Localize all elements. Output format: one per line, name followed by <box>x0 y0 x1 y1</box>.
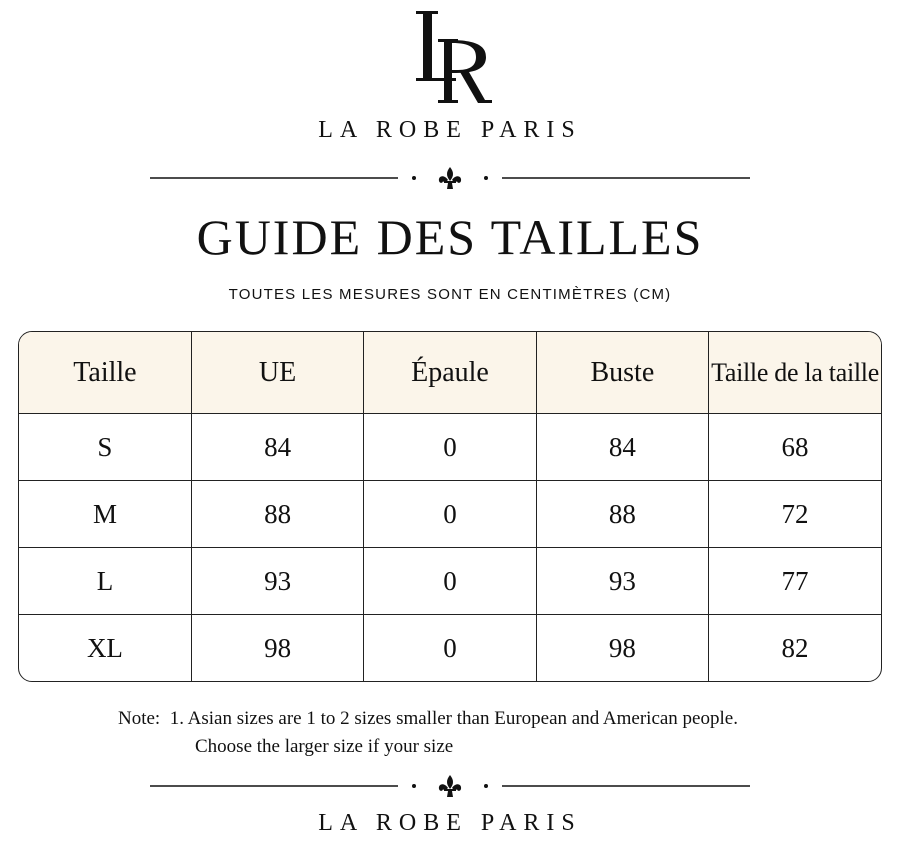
table-cell: 68 <box>709 414 881 481</box>
table-cell: 0 <box>364 481 536 548</box>
page-subtitle: TOUTES LES MESURES SONT EN CENTIMÈTRES (CM) <box>228 286 672 303</box>
table-cell: 72 <box>709 481 881 548</box>
page-title: GUIDE DES TAILLES <box>196 209 704 265</box>
size-cell: XL <box>19 615 191 681</box>
table-cell: 0 <box>364 414 536 481</box>
table-cell: 88 <box>536 481 708 548</box>
table-cell: 82 <box>781 632 809 663</box>
header-cell: Épaule <box>364 332 536 414</box>
size-chart-table <box>18 331 882 682</box>
fleur-de-lis-icon <box>439 167 461 189</box>
note-line-2: Choose the larger size if your size <box>195 736 454 757</box>
table-cell: 0 <box>364 548 536 615</box>
table-cell: 93 <box>191 548 363 615</box>
brand-name-top: LA ROBE PARIS <box>318 117 582 143</box>
brand-name-bottom: LA ROBE PARIS <box>318 810 582 836</box>
table-row <box>19 481 881 548</box>
table-header-row <box>19 332 881 414</box>
size-cell: L <box>19 548 191 615</box>
header-cell: Buste <box>536 332 708 414</box>
header-cell: Taille de la taille <box>709 332 881 414</box>
table-cell: 84 <box>536 414 708 481</box>
table-cell: 0 <box>364 615 536 681</box>
lr-monogram-logo <box>0 0 900 110</box>
size-cell: M <box>19 481 191 548</box>
table-cell: 93 <box>536 548 708 615</box>
header-cell: Taille <box>19 332 191 414</box>
header-cell: UE <box>191 332 363 414</box>
table-row <box>19 414 881 481</box>
table-row <box>19 615 881 681</box>
divider-bottom <box>150 774 750 798</box>
divider-top <box>150 166 750 190</box>
table-cell: 77 <box>709 548 881 615</box>
note-line-1: Note: 1. Asian sizes are 1 to 2 sizes smaller than European and American people. <box>118 708 738 729</box>
table-cell: 98 <box>536 615 708 681</box>
table-cell: 98 <box>191 615 363 681</box>
fleur-de-lis-icon <box>439 775 461 797</box>
size-cell: S <box>19 414 191 481</box>
size-note <box>118 705 738 761</box>
table-cell: 84 <box>191 414 363 481</box>
table-row <box>19 548 881 615</box>
table-cell: 88 <box>191 481 363 548</box>
